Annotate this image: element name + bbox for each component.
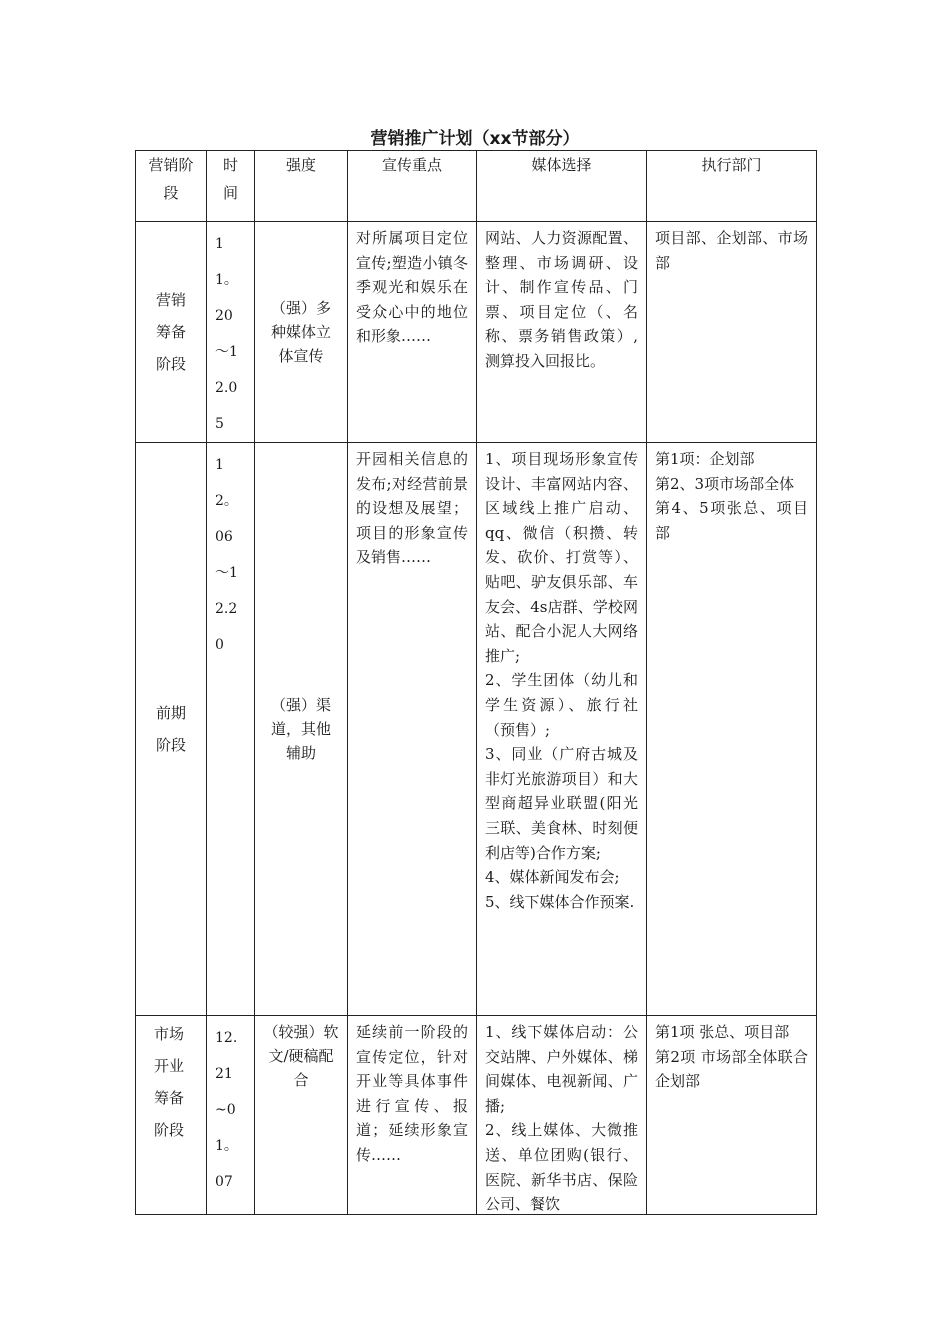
dept-cell: 项目部、企划部、市场部 [647, 222, 817, 443]
media-cell: 1、线下媒体启动：公交站牌、户外媒体、梯间媒体、电视新闻、广播; 2、线上媒体、大微推送、单位团购(银行、医院、新华书店、保险公司、餐饮 [477, 1016, 647, 1215]
header-media: 媒体选择 [477, 151, 647, 222]
intensity-cell: （较强）软文/硬稿配合 [255, 1016, 348, 1215]
dept-cell: 第1项 张总、项目部 第2项 市场部全体联合企划部 [647, 1016, 817, 1215]
marketing-plan-table [135, 150, 817, 1215]
table-row [136, 222, 817, 443]
media-cell: 1、项目现场形象宣传设计、丰富网站内容、区域线上推广启动、qq、微信（积攒、转发、砍价、打赏等）、贴吧、驴友俱乐部、车友会、4s店群、学校网站、配合小泥人大网络推广; 2、学生团体（幼儿和学生资源）、旅行社（预售）; 3、同业（广府古城及非灯光旅游项目）和大型商超异业联盟(阳光三联、美食林、时刻便利店等)合作方案; 4、媒体新闻发布会; 5、线下媒体合作预案. [477, 443, 647, 1016]
focus-cell: 延续前一阶段的宣传定位，针对开业等具体事件进行宣传、报道；延续形象宣传…… [348, 1016, 477, 1215]
stage-cell: 营销筹备阶段 [136, 222, 207, 443]
table-row [136, 1016, 817, 1215]
time-cell: 12。06～12.20 [207, 443, 255, 1016]
header-focus: 宣传重点 [348, 151, 477, 222]
header-row [136, 151, 817, 222]
focus-cell: 对所属项目定位宣传;塑造小镇冬季观光和娱乐在受众心中的地位和形象…… [348, 222, 477, 443]
header-intensity: 强度 [255, 151, 348, 222]
time-cell: 11。20～12.05 [207, 222, 255, 443]
stage-cell: 市场开业筹备阶段 [136, 1016, 207, 1215]
stage-cell: 前期阶段 [136, 443, 207, 1016]
dept-cell: 第1项：企划部 第2、3项市场部全体 第4、5项张总、项目部 [647, 443, 817, 1016]
header-stage: 营销阶段 [136, 151, 207, 222]
media-cell: 网站、人力资源配置、整理、市场调研、设计、制作宣传品、门票、项目定位（、名称、票务销售政策）,测算投入回报比。 [477, 222, 647, 443]
table-row [136, 443, 817, 1016]
focus-cell: 开园相关信息的发布;对经营前景的设想及展望；项目的形象宣传及销售…… [348, 443, 477, 1016]
header-time: 时间 [207, 151, 255, 222]
intensity-cell: （强）多种媒体立体宣传 [255, 222, 348, 443]
document-title: 营销推广计划（xx节部分） [370, 129, 580, 149]
time-cell: 12.21~01。07 [207, 1016, 255, 1215]
intensity-cell: （强）渠道，其他辅助 [255, 443, 348, 1016]
header-dept: 执行部门 [647, 151, 817, 222]
